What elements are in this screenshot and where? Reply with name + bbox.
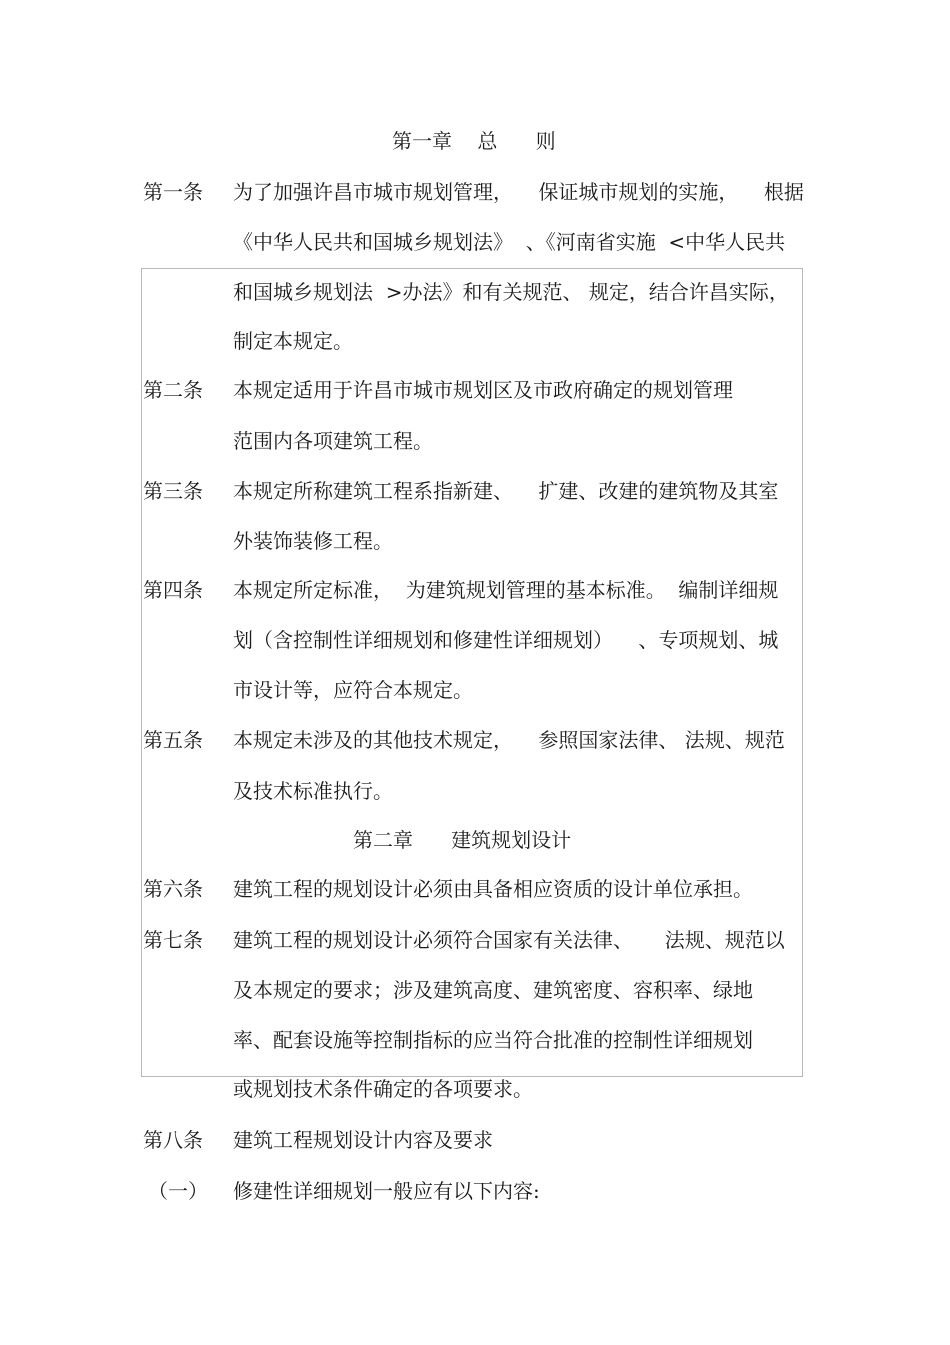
article-7-label: 第七条 bbox=[143, 928, 203, 952]
article-1-line-4: 制定本规定。 bbox=[233, 329, 353, 353]
article-3-line-2: 外装饰装修工程。 bbox=[233, 529, 393, 553]
article-7-line-1: 建筑工程的规划设计必须符合国家有关法律、 法规、规范以 bbox=[233, 928, 785, 952]
article-2-line-1: 本规定适用于许昌市城市规划区及市政府确定的规划管理 bbox=[233, 378, 733, 402]
chapter-1-title: 第一章 总 则 bbox=[392, 129, 556, 153]
article-6-label: 第六条 bbox=[143, 877, 203, 901]
article-1-label: 第一条 bbox=[143, 180, 203, 204]
article-2-label: 第二条 bbox=[143, 378, 203, 402]
article-1-line-2: 《中华人民共和国城乡规划法》 、《河南省实施 <中华人民共 bbox=[233, 230, 786, 254]
article-7-line-2: 及本规定的要求；涉及建筑高度、建筑密度、容积率、绿地 bbox=[233, 978, 753, 1002]
article-7-line-4: 或规划技术条件确定的各项要求。 bbox=[233, 1077, 533, 1101]
item-1-text: 修建性详细规划一般应有以下内容: bbox=[233, 1179, 540, 1203]
article-4-label: 第四条 bbox=[143, 578, 203, 602]
chapter-2-title: 第二章 建筑规划设计 bbox=[353, 828, 572, 852]
item-1-label: （一） bbox=[148, 1179, 208, 1203]
article-1-line-3: 和国城乡规划法 >办法》和有关规范、 规定，结合许昌实际， bbox=[233, 280, 789, 304]
article-8-line-1: 建筑工程规划设计内容及要求 bbox=[233, 1128, 493, 1152]
article-3-label: 第三条 bbox=[143, 479, 203, 503]
article-8-label: 第八条 bbox=[143, 1128, 203, 1152]
article-4-line-1: 本规定所定标准， 为建筑规划管理的基本标准。 编制详细规 bbox=[233, 578, 779, 602]
article-5-line-2: 及技术标准执行。 bbox=[233, 779, 393, 803]
article-1-line-1: 为了加强许昌市城市规划管理， 保证城市规划的实施， 根据 bbox=[233, 180, 804, 204]
article-5-label: 第五条 bbox=[143, 728, 203, 752]
article-4-line-2: 划（含控制性详细规划和修建性详细规划） 、专项规划、城 bbox=[233, 628, 779, 652]
article-7-line-3: 率、配套设施等控制指标的应当符合批准的控制性详细规划 bbox=[233, 1028, 753, 1052]
article-3-line-1: 本规定所称建筑工程系指新建、 扩建、改建的建筑物及其室 bbox=[233, 479, 779, 503]
article-4-line-3: 市设计等，应符合本规定。 bbox=[233, 678, 473, 702]
article-2-line-2: 范围内各项建筑工程。 bbox=[233, 429, 433, 453]
article-6-line-1: 建筑工程的规划设计必须由具备相应资质的设计单位承担。 bbox=[233, 877, 753, 901]
article-5-line-1: 本规定未涉及的其他技术规定， 参照国家法律、 法规、规范 bbox=[233, 728, 785, 752]
